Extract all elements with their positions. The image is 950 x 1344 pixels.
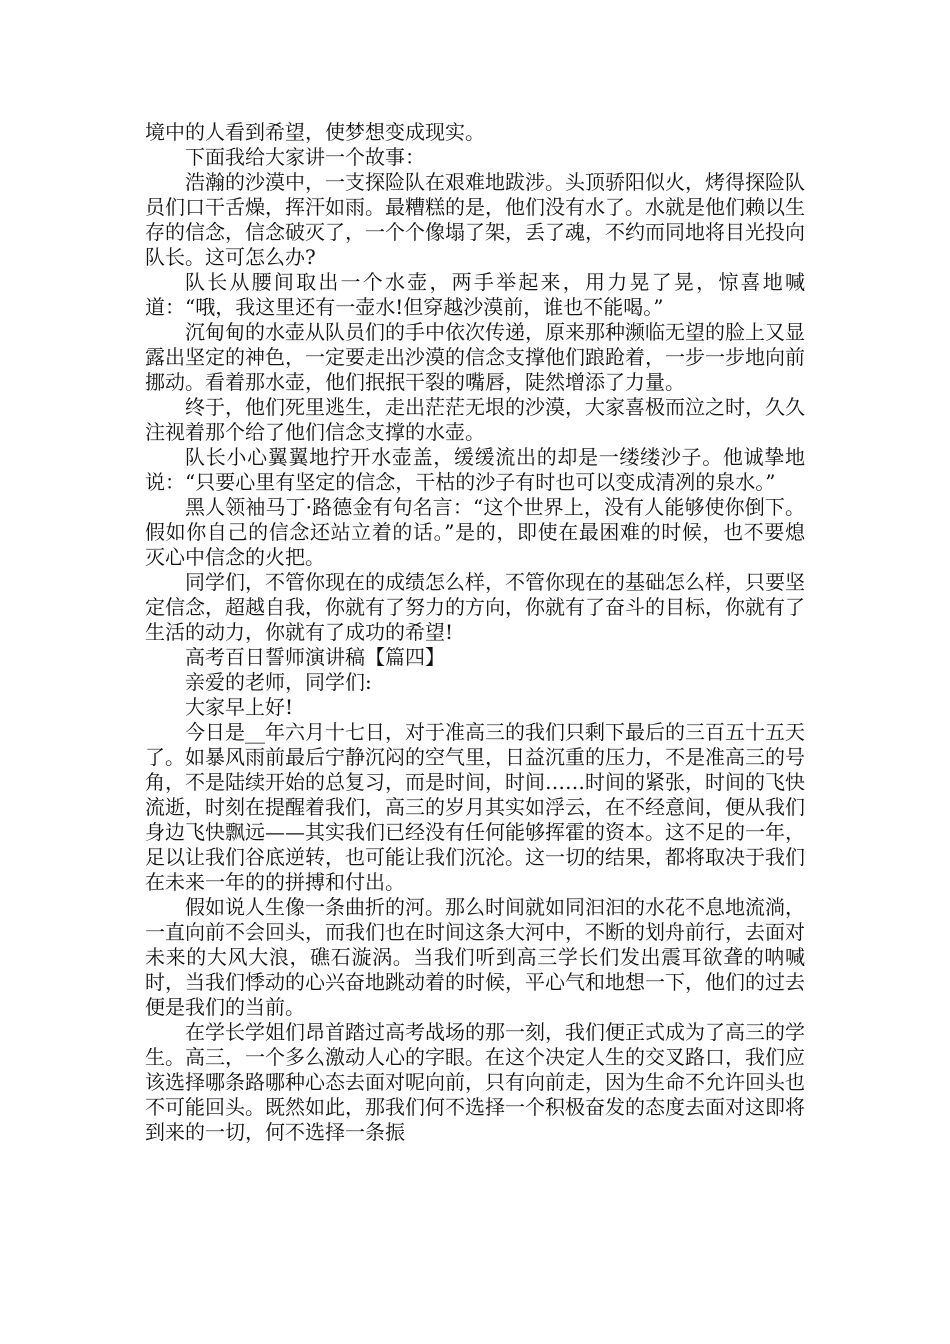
paragraph: 队长从腰间取出一个水壶，两手举起来，用力晃了晃，惊喜地喊道：“哦，我这里还有一壶水!但穿越沙漠前，谁也不能喝。” — [145, 270, 805, 319]
paragraph: 假如说人生像一条曲折的河。那么时间就如同汩汩的水花不息地流淌，一直向前不会回头，而我们也在时间这条大河中，不断的划舟前行，去面对未来的大风大浪，礁石漩涡。当我们听到高三学长们发出震耳欲聋的呐喊时，当我们悸动的心兴奋地跳动着的时候，平心气和地想一下，他们的过去便是我们的当前。 — [145, 895, 805, 1019]
greeting: 大家早上好! — [185, 695, 294, 719]
paragraph: 终于，他们死里逃生，走出茫茫无垠的沙漠，大家喜极而泣之时，久久注视着那个给了他们信念支撑的水壶。 — [145, 395, 805, 444]
paragraph: 黑人领袖马丁·路德金有句名言：“这个世界上，没有人能够使你倒下。假如你自己的信念还站立着的话。”是的，即使在最困难的时候，也不要熄灭心中信念的火把。 — [145, 495, 805, 569]
paragraph: 同学们，不管你现在的成绩怎么样，不管你现在的基础怎么样，只要坚定信念，超越自我，你就有了努力的方向，你就有了奋斗的目标，你就有了生活的动力，你就有了成功的希望! — [145, 570, 805, 644]
salutation: 亲爱的老师，同学们: — [185, 670, 372, 694]
paragraph: 沉甸甸的水壶从队员们的手中依次传递，原来那种濒临无望的脸上又显露出坚定的神色，一定要走出沙漠的信念支撑他们踉跄着，一步一步地向前挪动。看着那水壶，他们抿抿干裂的嘴唇，陡然增添了力量。 — [145, 320, 805, 394]
paragraph: 境中的人看到希望，使梦想变成现实。 — [145, 120, 485, 144]
paragraph: 下面我给大家讲一个故事： — [185, 145, 425, 169]
paragraph: 浩瀚的沙漠中，一支探险队在艰难地跋涉。头顶骄阳似火，烤得探险队员们口干舌燥，挥汗如雨。最糟糕的是，他们没有水了。水就是他们赖以生存的信念，信念破灭了，一个个像塌了架，丢了魂，不约而同地将目光投向队长。这可怎么办? — [145, 170, 805, 269]
paragraph: 今日是__年六月十七日，对于准高三的我们只剩下最后的三百五十五天了。如暴风雨前最后宁静沉闷的空气里，日益沉重的压力，不是准高三的号角，不是陆续开始的总复习，而是时间，时间……时间的紧张，时间的飞快流逝，时刻在提醒着我们，高三的岁月其实如浮云，在不经意间，便从我们身边飞快飘远——其实我们已经没有任何能够挥霍的资本。这不足的一年，足以让我们谷底逆转，也可能让我们沉沦。这一切的结果，都将取决于我们在未来一年的的拼搏和付出。 — [145, 720, 805, 894]
section-heading: 高考百日誓师演讲稿【篇四】 — [185, 645, 445, 669]
paragraph: 在学长学姐们昂首踏过高考战场的那一刻，我们便正式成为了高三的学生。高三，一个多么激动人心的字眼。在这个决定人生的交叉路口，我们应该选择哪条路哪种心态去面对呢向前，只有向前走，因为生命不允许回头也不可能回头。既然如此，那我们何不选择一个积极奋发的态度去面对这即将到来的一切，何不选择一条振 — [145, 1020, 805, 1144]
document-body — [145, 120, 805, 1145]
paragraph: 队长小心翼翼地拧开水壶盖，缓缓流出的却是一缕缕沙子。他诚挚地说：“只要心里有坚定的信念，干枯的沙子有时也可以变成清冽的泉水。” — [145, 445, 805, 494]
